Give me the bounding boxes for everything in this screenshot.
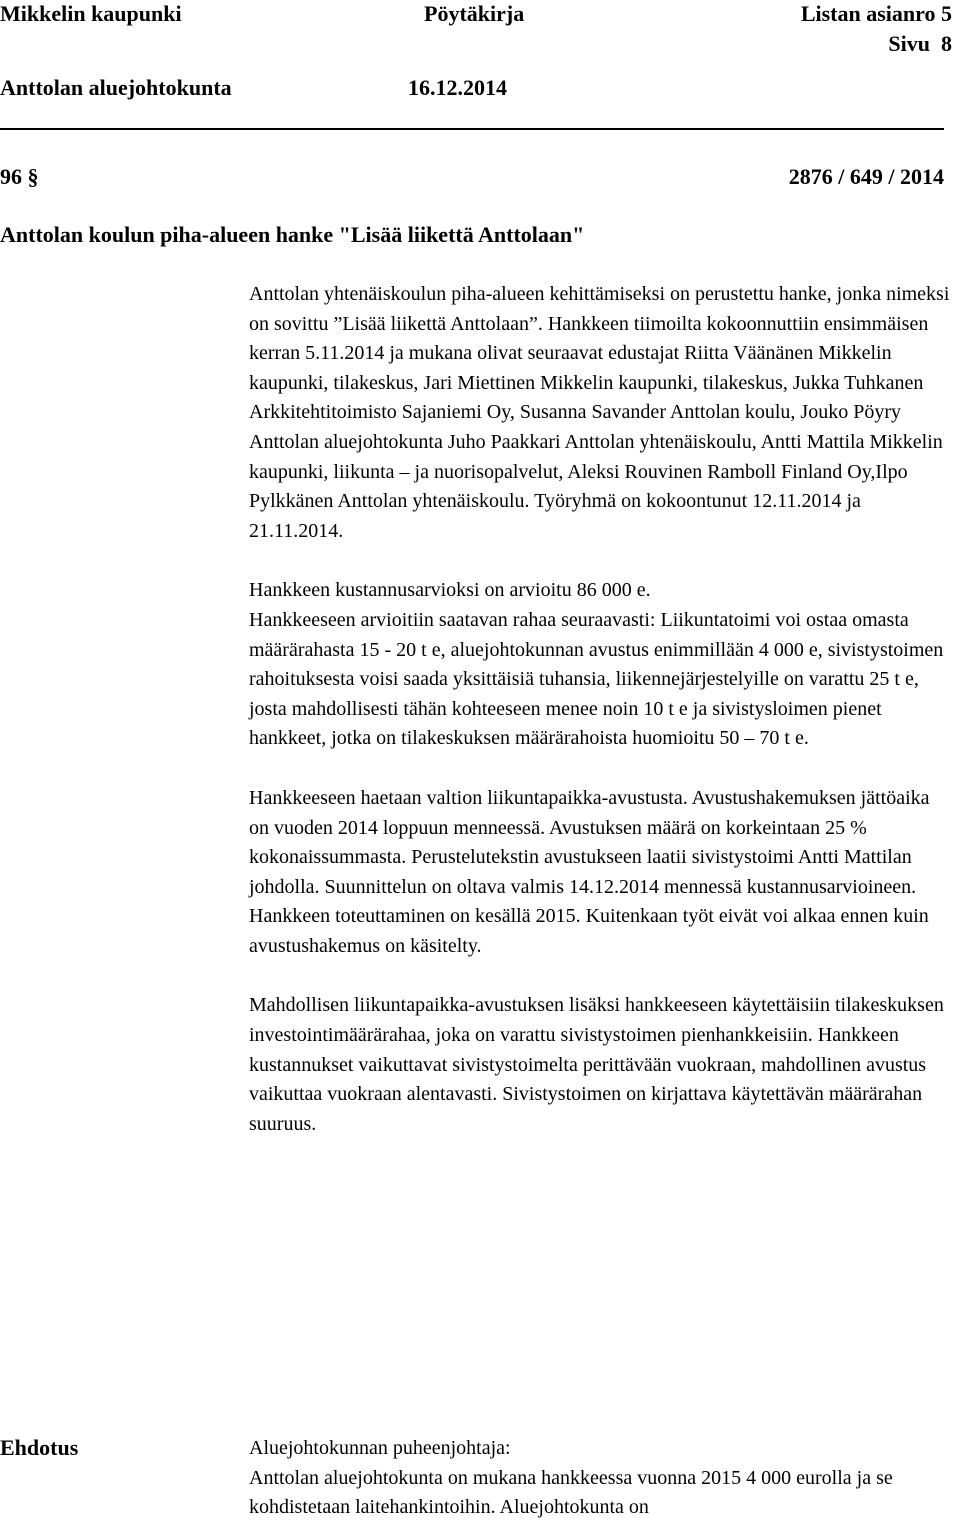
list-item-number: Listan asianro 5 [800,1,952,26]
paragraph-cost-estimate: Hankkeen kustannusarvioksi on arvioitu 86 000 e. [249,579,651,602]
proposal-block [249,1434,954,1523]
paragraph-investment: Mahdollisen liikuntapaikka-avustuksen lisäksi hankkeeseen käytettäisiin tilakeskuksen investointimäärärahaa, joka on varattu sivistystoimen pienhankkeisiin. Hankkeen kustannukset vaikuttavat sivistystoimelta perittävään vuokraan, mahdollinen avustus vaikuttaa vuokraan alentavasti. Sivistystoimen on kirjattava käytettävän määrärahan suuruus. [249,994,944,1135]
organization-name: Mikkelin kaupunki [0,1,182,26]
proposal-label: Ehdotus [0,1435,79,1460]
section-number: 96 § [0,164,39,189]
committee-name: Anttolan aluejohtokunta [0,75,232,100]
case-reference: 2876 / 649 / 2014 [788,164,944,189]
paragraph-funding: Hankkeeseen arvioitiin saatavan rahaa seuraavasti: Liikuntatoimi voi ostaa omasta määrärahasta 15 - 20 t e, aluejohtokunnan avustus enimmillään 4 000 e, sivistystoimen rahoituksesta voisi saada yksittäisiä tuhansia, liikennejärjestelyille on varattu 25 t e, josta mahdollisesti tähän kohteeseen menee noin 10 t e ja sivistysloimen pienet hankkeet, jotka on tilakeskuksen määrärahoista huomioitu 50 – 70 t e. [249,608,944,750]
proposal-text: Anttolan aluejohtokunta on mukana hankkeessa vuonna 2015 4 000 eurolla ja se kohdistetaan laitehankintoihin. Aluejohtokunta on [249,1466,893,1519]
proposal-proposer: Aluejohtokunnan puheenjohtaja: [249,1437,511,1459]
document-type: Pöytäkirja [424,1,525,26]
header-divider [0,128,944,130]
paragraph-background: Anttolan yhtenäiskoulun piha-alueen kehittämiseksi on perustettu hanke, jonka nimeksi on sovittu ”Lisää liikettä Anttolaan”. Hankkeen tiimoilta kokoonnuttiin ensimmäisen kerran 5.11.2014 ja mukana olivat seuraavat edustajat Riitta Väänänen Mikkelin kaupunki, tilakeskus, Jari Miettinen Mikkelin kaupunki, tilakeskus, Jukka Tuhkanen Arkkitehtitoimisto Sajaniemi Oy, Susanna Savander Anttolan koulu, Jouko Pöyry Anttolan aluejohtokunta Juho Paakkari Anttolan yhtenäiskoulu, Antti Mattila Mikkelin kaupunki, liikunta – ja nuorisopalvelut, Aleksi Rouvinen Ramboll Finland Oy,Ilpo Pylkkänen Anttolan yhtenäiskoulu. Työryhmä on kokoontunut 12.11.2014 ja 21.11.2014. [249,283,950,542]
paragraph-grant: Hankkeeseen haetaan valtion liikuntapaikka-avustusta. Avustushakemuksen jättöaika on vuoden 2014 loppuun menneessä. Avustuksen määrä on korkeintaan 25 % kokonaissummasta. Perustelutekstin avustukseen laatii sivistystoimi Antti Mattilan johdolla. Suunnittelun on oltava valmis 14.12.2014 mennessä kustannusarvioineen. Hankkeen toteuttaminen on kesällä 2015. Kuitenkaan työt eivät voi alkaa ennen kuin avustushakemus on käsitelty. [249,786,930,957]
page-number: Sivu 8 [888,31,952,56]
meeting-date: 16.12.2014 [408,75,507,100]
body-text [249,280,954,1139]
section-title: Anttolan koulun piha-alueen hanke "Lisää liikettä Anttolaan" [0,222,585,247]
